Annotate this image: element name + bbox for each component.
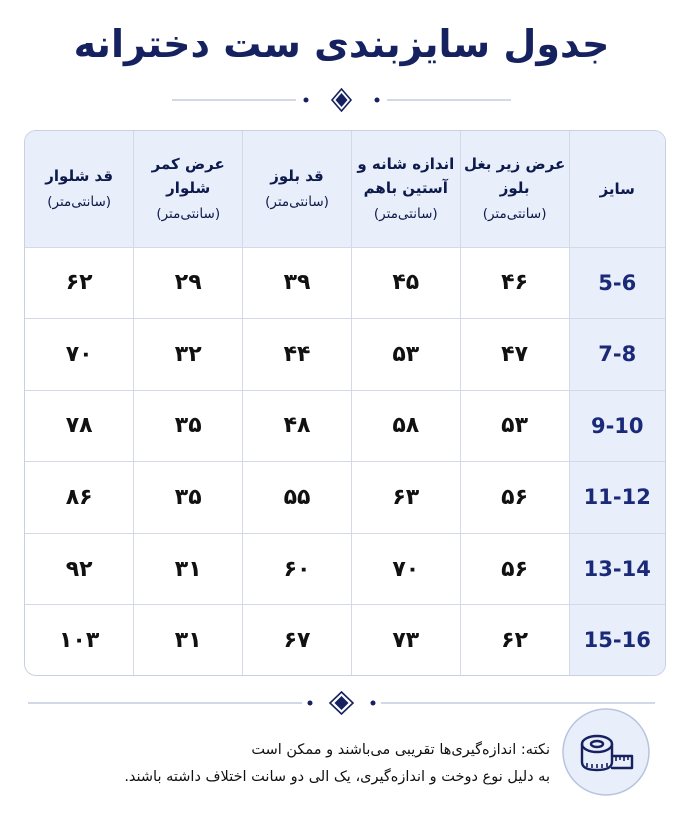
table-row [25, 319, 665, 391]
value-cell: ۳۵ [134, 462, 243, 534]
value-cell: ۵۳ [460, 390, 569, 462]
table-row [25, 247, 665, 319]
value-cell: ۴۸ [243, 390, 352, 462]
value-cell: ۳۱ [134, 533, 243, 605]
value-cell: ۶۳ [351, 462, 460, 534]
value-cell: ۵۳ [351, 319, 460, 391]
value-cell: ۵۶ [460, 462, 569, 534]
diamond-ornament-top [0, 88, 683, 112]
value-cell: ۶۲ [25, 247, 134, 319]
value-cell: ۳۱ [134, 605, 243, 675]
value-cell: ۴۷ [460, 319, 569, 391]
page-title: جدول سایزبندی ست دخترانه [73, 22, 610, 66]
value-cell: ۵۶ [460, 533, 569, 605]
value-cell: ۷۰ [351, 533, 460, 605]
value-cell: ۸۶ [25, 462, 134, 534]
size-cell: 11-12 [569, 462, 665, 534]
measuring-tape-icon [560, 706, 652, 798]
value-cell: ۱۰۳ [25, 605, 134, 675]
value-cell: ۷۰ [25, 319, 134, 391]
value-cell: ۴۵ [351, 247, 460, 319]
size-table [24, 130, 666, 676]
value-cell: ۳۵ [134, 390, 243, 462]
value-cell: ۲۹ [134, 247, 243, 319]
note-text [30, 737, 550, 791]
header-underarm-width: عرض زیر بغل بلوز (سانتی‌متر) [460, 131, 569, 247]
table-row [25, 533, 665, 605]
header-blouse-length: قد بلوز (سانتی‌متر) [243, 131, 352, 247]
value-cell: ۶۰ [243, 533, 352, 605]
value-cell: ۵۸ [351, 390, 460, 462]
header-shoulder-sleeve: اندازه شانه و آستین باهم (سانتی‌متر) [351, 131, 460, 247]
size-cell: 13-14 [569, 533, 665, 605]
value-cell: ۴۶ [460, 247, 569, 319]
note-line-2: به دلیل نوع دوخت و اندازه‌گیری، یک الی دو سانت اختلاف داشته باشند. [124, 769, 550, 785]
note-line-1: نکته: اندازه‌گیری‌ها تقریبی می‌باشند و ممکن است [251, 742, 550, 758]
value-cell: ۷۳ [351, 605, 460, 675]
value-cell: ۶۷ [243, 605, 352, 675]
value-cell: ۷۸ [25, 390, 134, 462]
size-cell: 9-10 [569, 390, 665, 462]
size-cell: 7-8 [569, 319, 665, 391]
header-pants-waist: عرض کمر شلوار (سانتی‌متر) [134, 131, 243, 247]
size-cell: 5-6 [569, 247, 665, 319]
header-size: سایز [569, 131, 665, 247]
table-header-row [25, 131, 665, 247]
table-row [25, 390, 665, 462]
value-cell: ۵۵ [243, 462, 352, 534]
size-cell: 15-16 [569, 605, 665, 675]
value-cell: ۹۲ [25, 533, 134, 605]
value-cell: ۳۹ [243, 247, 352, 319]
header-pants-length: قد شلوار (سانتی‌متر) [25, 131, 134, 247]
value-cell: ۴۴ [243, 319, 352, 391]
value-cell: ۶۲ [460, 605, 569, 675]
table-row [25, 605, 665, 675]
value-cell: ۳۲ [134, 319, 243, 391]
table-row [25, 462, 665, 534]
